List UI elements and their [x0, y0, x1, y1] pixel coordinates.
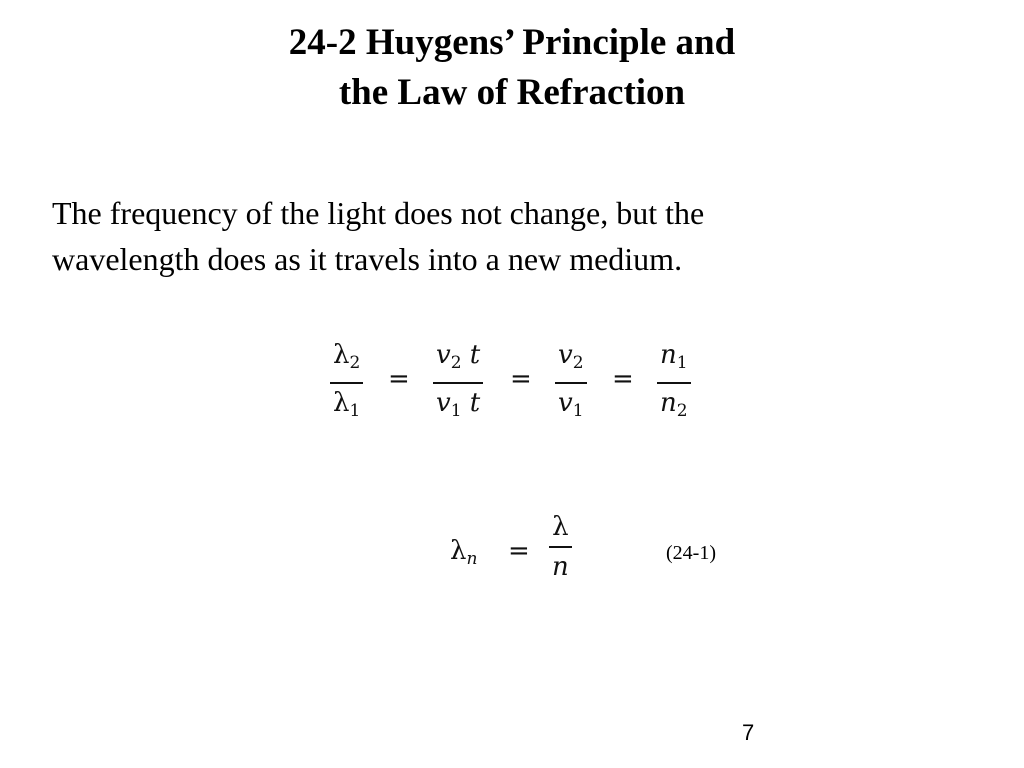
- fraction-bar: [330, 382, 363, 384]
- fraction-numerator: λ: [552, 512, 569, 542]
- body-paragraph: [52, 190, 952, 282]
- equals-sign: =: [510, 364, 532, 394]
- fraction-bar: [555, 382, 587, 384]
- body-line-1: The frequency of the light does not change, but the: [52, 195, 705, 231]
- fraction-denominator: $v_1$ t: [436, 387, 481, 421]
- fraction-numerator: $n_1$: [660, 340, 688, 373]
- fraction-index-ratio: [657, 340, 691, 426]
- fraction-numerator: $v_2$ t: [436, 340, 481, 373]
- fraction-lambda-ratio: [330, 340, 363, 426]
- fraction-denominator: $v_1$: [558, 387, 584, 421]
- fraction-denominator: $n_2$: [660, 387, 688, 421]
- fraction-bar: [549, 546, 572, 548]
- fraction-lambda-over-n: [549, 512, 572, 582]
- equation-lhs: $\lambda_n$: [450, 536, 478, 569]
- slide-title: [0, 18, 1024, 118]
- fraction-denominator: $\lambda_1$: [333, 387, 361, 421]
- equation-number: (24-1): [666, 542, 716, 564]
- fraction-denominator: n: [552, 551, 569, 582]
- fraction-bar: [657, 382, 691, 384]
- title-line-1: 24-2 Huygens’ Principle and: [288, 22, 736, 63]
- equals-sign: =: [508, 536, 530, 566]
- body-line-2: wavelength does as it travels into a new medium.: [52, 241, 683, 277]
- page-number: 7: [742, 720, 755, 745]
- fraction-velocity-ratio: [555, 340, 587, 426]
- fraction-velocity-time-ratio: [433, 340, 483, 426]
- fraction-numerator: $v_2$: [558, 340, 584, 373]
- title-line-2: the Law of Refraction: [338, 72, 686, 113]
- equals-sign: =: [388, 364, 410, 394]
- fraction-bar: [433, 382, 483, 384]
- fraction-numerator: $\lambda_2$: [333, 340, 361, 373]
- equals-sign: =: [612, 364, 634, 394]
